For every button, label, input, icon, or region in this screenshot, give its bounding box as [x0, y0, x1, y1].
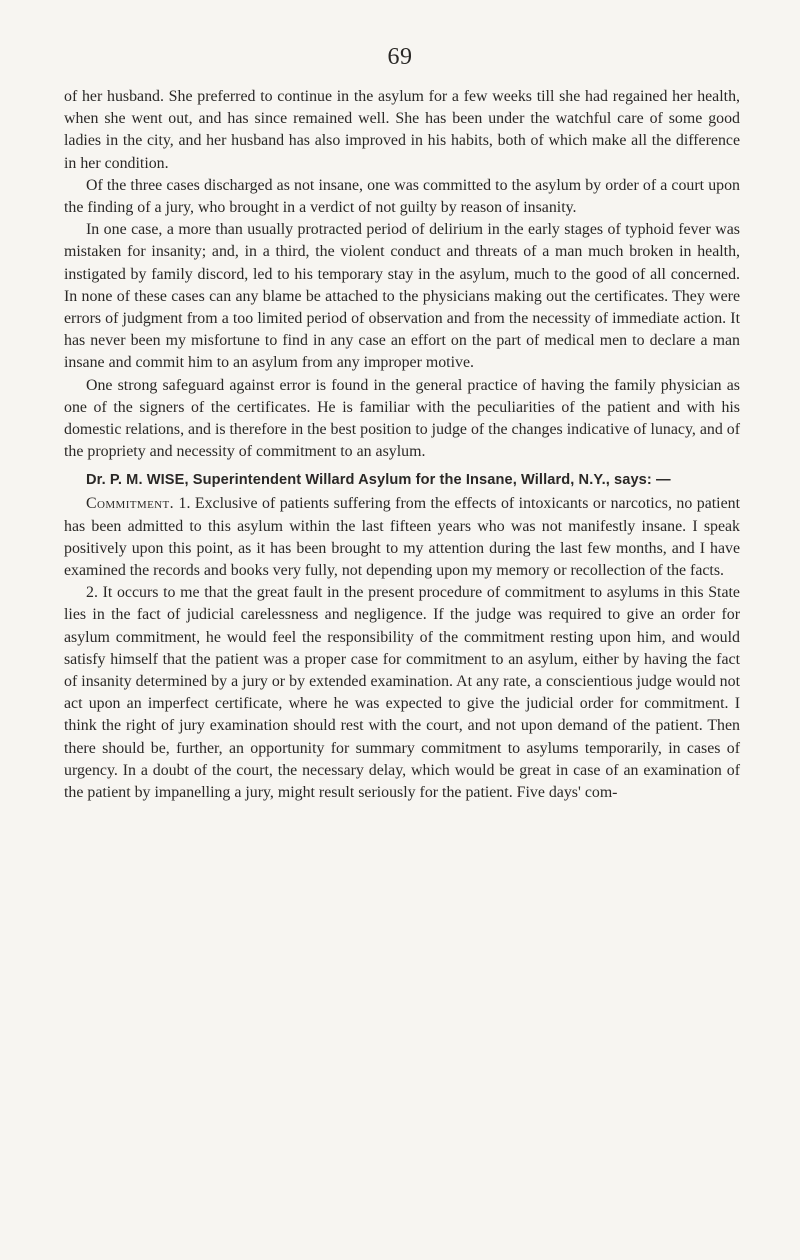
paragraph-typhoid-case: In one case, a more than usually protracted period of delirium in the early stages of typhoid fever was mistaken for insanity; and, in a third, the violent conduct and threats of a man much broken in health, instigated by family discord, led to his temporary stay in the asylum, much to the good of all concerned. In none of these cases can any blame be attached to the physicians making out the certificates. They were errors of judgment from a too limited period of observation and from the necessity of immediate action. It has never been my misfortune to find in any case an effort on the part of medical men to declare a man insane and commit him to an asylum from any improper motive.	[64, 221, 740, 372]
paragraph-safeguard: One strong safeguard against error is found in the general practice of having the family physician as one of the signers of the certificates. He is familiar with the peculiarities of the patient and with his domestic relations, and is therefore in the best position to judge of the changes indicative of lunacy, and of the propriety and necessity of commitment to an asylum.	[64, 376, 740, 461]
commitment-heading: Commitment.	[86, 495, 175, 513]
paragraph-husband-continuation: of her husband. She preferred to continue in the asylum for a few weeks till she had regained her health, when she went out, and has since remained well. She has been under the watchful care of some good ladies in the city, and her husband has also improved in his habits, both of which make all the difference in her condition.	[64, 88, 740, 172]
paragraph-commitment-2: 2. It occurs to me that the great fault in the present procedure of commitment to asylums in this State lies in the fact of judicial carelessness and negligence. If the judge was required to give an order for asylum commitment, he would feel the responsibility of the commitment resting upon him, and would satisfy himself that the patient was a proper case for commitment to an asylum, either by having the fact of insanity determined by a jury or by extended examination. At any rate, a conscientious judge would not act upon an imperfect certificate, where he was expected to give the judicial order for commitment. I think the right of jury examination should rest with the court, and not upon demand of the patient. Then there should be, further, an opportunity for summary commitment to asylums temporarily, in cases of urgency. In a doubt of the court, the necessary delay, which would be great in case of an examination of the patient by impanelling a jury, might result seriously for the patient. Five days' com-	[64, 584, 740, 802]
commitment-1-body: 1. Exclusive of patients suffering from the effects of intoxicants or narcotics, no patient has been admitted to this asylum within the last fifteen years who was not manifestly insane. I speak positively upon this point, as it has been brought to my attention during the last few months, and I have examined the records and books very fully, not depending upon my memory or recollection of the facts.	[64, 495, 740, 580]
page-body	[64, 86, 740, 804]
speaker-attribution: Dr. P. M. WISE, Superintendent Willard Asylum for the Insane, Willard, N.Y., says: —	[86, 472, 671, 489]
paragraph-commitment-1	[64, 493, 740, 582]
page-number: 69	[387, 44, 413, 70]
paragraph-three-cases: Of the three cases discharged as not insane, one was committed to the asylum by order of a court upon the finding of a jury, who brought in a verdict of not guilty by reason of insanity.	[64, 176, 740, 217]
